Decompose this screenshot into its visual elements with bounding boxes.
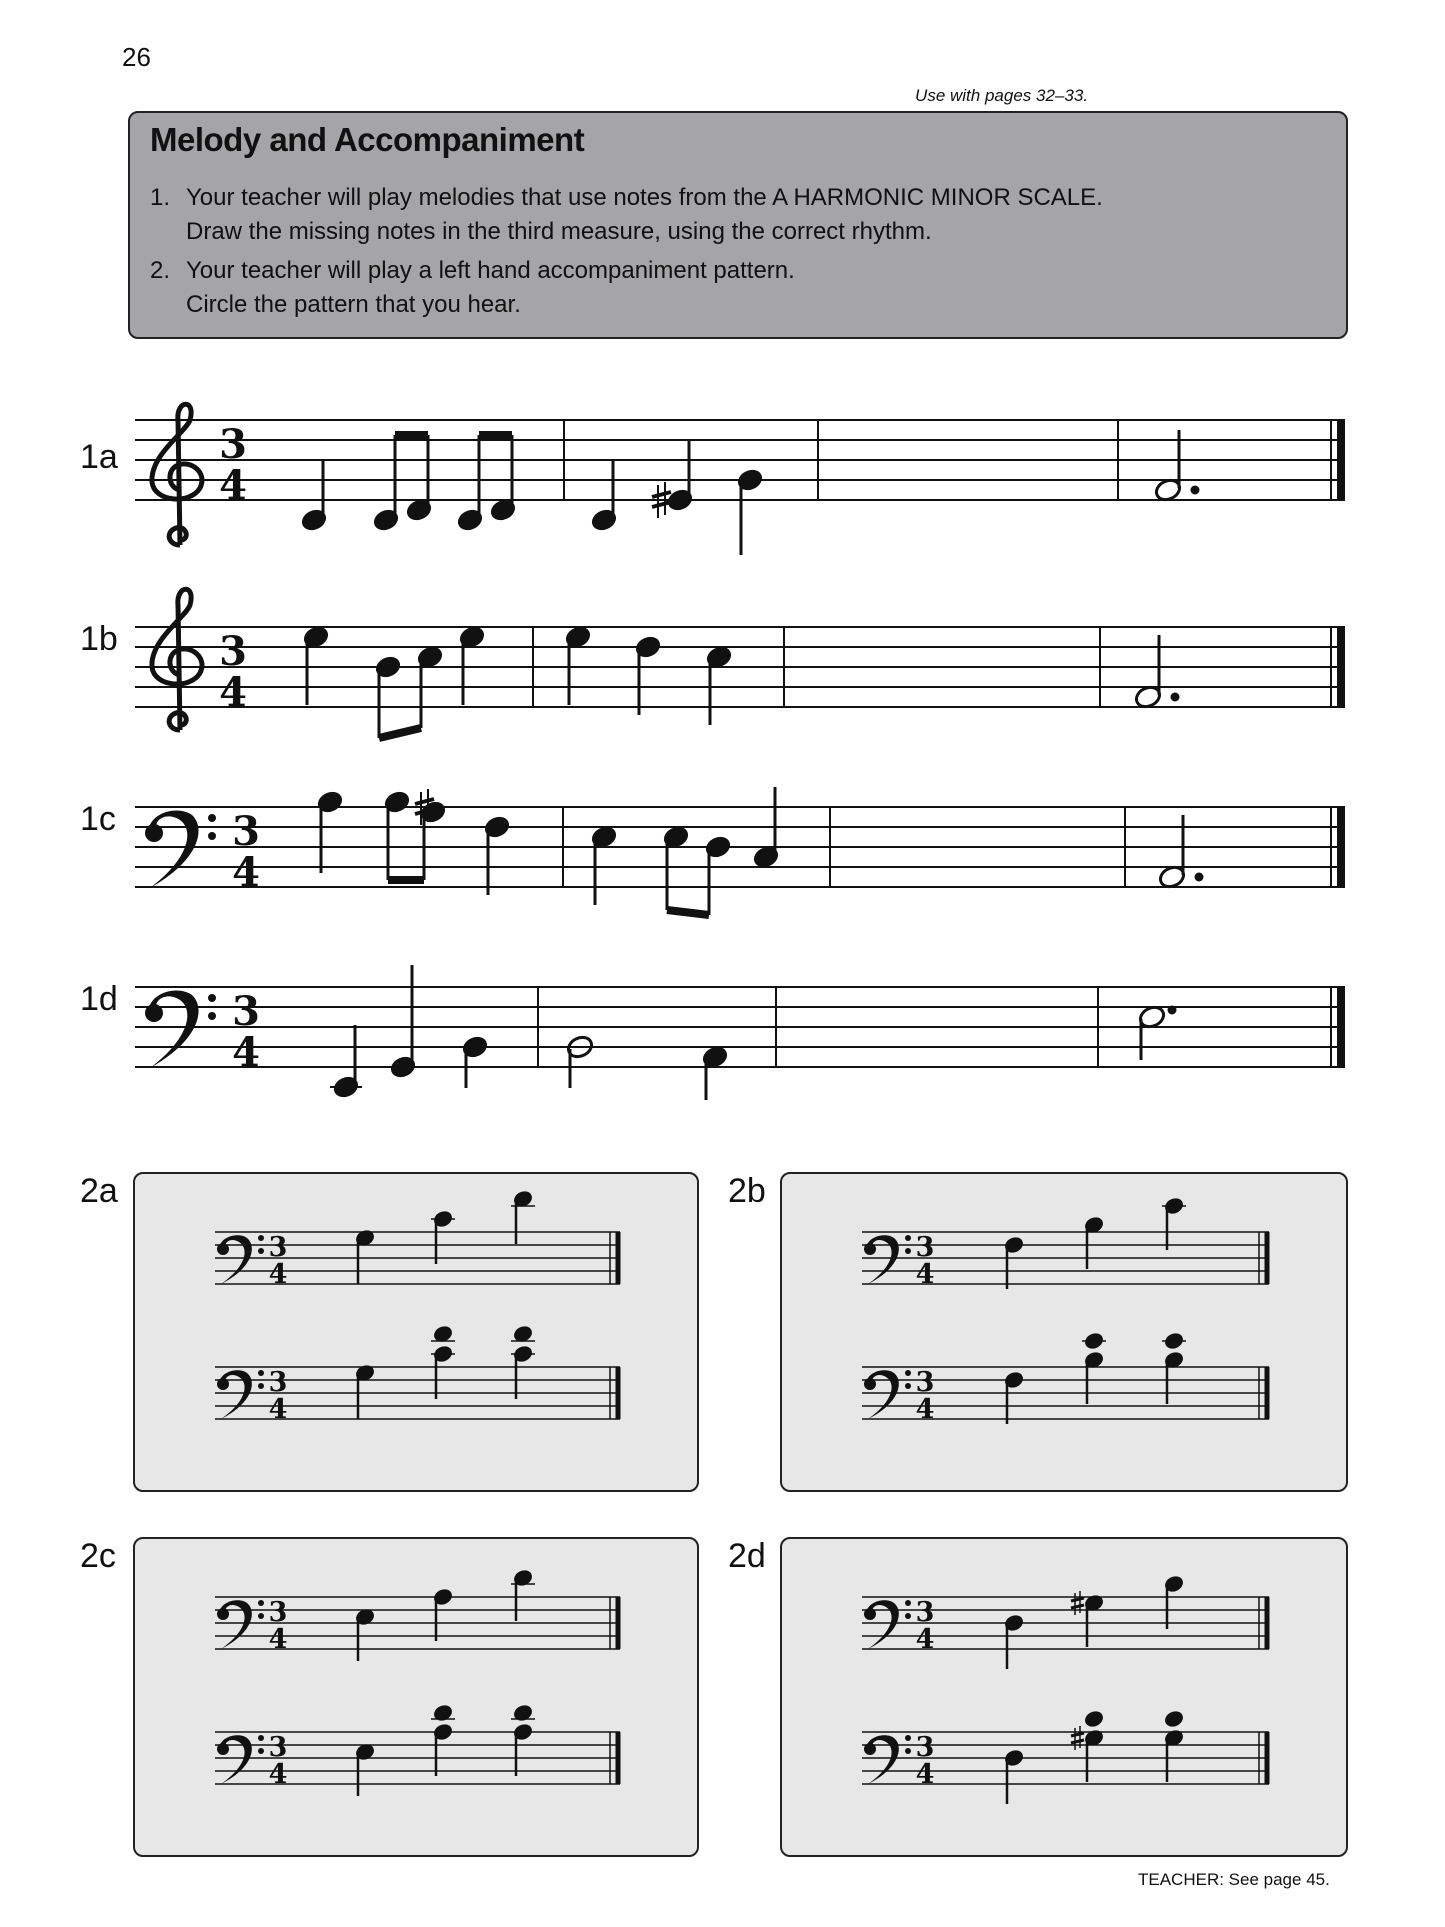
pattern-label: 2a	[80, 1172, 118, 1210]
exercise-label: 1c	[80, 800, 116, 838]
treble-clef-icon	[152, 589, 202, 730]
svg-text:3: 3	[268, 1732, 288, 1763]
svg-text:3: 3	[915, 1597, 935, 1628]
svg-text:4: 4	[219, 462, 247, 509]
bass-clef-icon	[145, 811, 216, 888]
pattern-label: 2c	[80, 1537, 116, 1575]
step-1	[150, 181, 1103, 249]
pattern-label: 2d	[728, 1537, 766, 1575]
instructions-box	[128, 111, 1348, 339]
bass-clef-icon	[217, 1235, 264, 1419]
svg-text:3: 3	[219, 421, 247, 468]
svg-text:4: 4	[915, 1759, 935, 1790]
svg-text:3: 3	[219, 628, 247, 675]
svg-text:4: 4	[232, 1029, 260, 1076]
bass-clef-icon	[217, 1600, 264, 1784]
teacher-note: TEACHER: See page 45.	[1138, 1870, 1330, 1889]
step-number: 1.	[150, 184, 171, 211]
page-number: 26	[122, 42, 151, 72]
svg-text:3: 3	[915, 1367, 935, 1398]
bass-clef-icon	[864, 1600, 911, 1784]
svg-text:4: 4	[915, 1624, 935, 1655]
svg-text:4: 4	[268, 1259, 288, 1290]
melody-staff-1b[interactable]	[0, 580, 1445, 750]
svg-text:4: 4	[268, 1394, 288, 1425]
svg-text:3: 3	[915, 1732, 935, 1763]
sharp-icon	[1071, 1591, 1084, 1615]
melody-staff-1a[interactable]	[0, 400, 1445, 570]
svg-text:4: 4	[915, 1394, 935, 1425]
svg-text:3: 3	[232, 988, 260, 1035]
svg-text:3: 3	[268, 1597, 288, 1628]
exercise-label: 1b	[80, 620, 118, 658]
pattern-notation	[782, 1539, 1350, 1859]
pattern-box-2c[interactable]	[133, 1537, 699, 1857]
svg-text:4: 4	[232, 849, 260, 896]
step-text: Your teacher will play melodies that use notes from the A HARMONIC MINOR SCALE.	[186, 184, 1103, 211]
svg-text:4: 4	[219, 669, 247, 716]
svg-text:4: 4	[268, 1759, 288, 1790]
svg-text:3: 3	[232, 808, 260, 855]
melody-staff-1c[interactable]	[0, 770, 1445, 930]
step-text: Your teacher will play a left hand accompaniment pattern.	[186, 257, 795, 284]
pattern-notation	[135, 1539, 701, 1859]
svg-text:3: 3	[915, 1232, 935, 1263]
pattern-box-2a[interactable]	[133, 1172, 699, 1492]
melody-staff-1d[interactable]	[0, 950, 1445, 1110]
svg-text:4: 4	[915, 1259, 935, 1290]
step-text: Circle the pattern that you hear.	[186, 291, 521, 318]
pattern-box-2d[interactable]	[780, 1537, 1348, 1857]
svg-text:4: 4	[268, 1624, 288, 1655]
pattern-notation	[135, 1174, 701, 1494]
svg-text:3: 3	[268, 1232, 288, 1263]
treble-clef-icon	[152, 404, 202, 545]
bass-clef-icon	[864, 1235, 911, 1419]
pattern-label: 2b	[728, 1172, 766, 1210]
exercise-label: 1a	[80, 438, 118, 476]
pattern-box-2b[interactable]	[780, 1172, 1348, 1492]
pattern-notation	[782, 1174, 1350, 1494]
step-number: 2.	[150, 257, 171, 284]
section-title: Melody and Accompaniment	[150, 121, 585, 158]
step-2	[150, 254, 795, 322]
svg-text:3: 3	[268, 1367, 288, 1398]
sharp-icon	[1071, 1726, 1084, 1750]
exercise-label: 1d	[80, 980, 118, 1018]
bass-clef-icon	[145, 991, 216, 1068]
use-with-note: Use with pages 32–33.	[915, 86, 1088, 105]
step-text: Draw the missing notes in the third measure, using the correct rhythm.	[186, 218, 932, 245]
